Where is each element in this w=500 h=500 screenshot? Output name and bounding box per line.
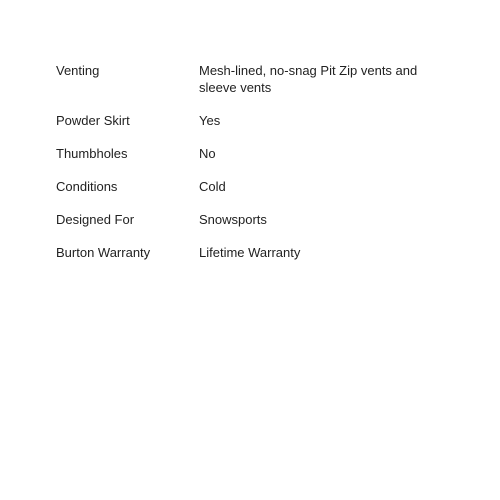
spec-value: Mesh-lined, no-snag Pit Zip vents and sleeve vents: [199, 63, 418, 95]
spec-value: Yes: [199, 113, 221, 128]
spec-label: Thumbholes: [56, 146, 128, 161]
spec-row-conditions: [56, 178, 446, 195]
spec-row-thumbholes: [56, 145, 446, 162]
spec-row-designed-for: [56, 211, 446, 228]
spec-row-warranty: [56, 244, 446, 261]
spec-label: Conditions: [56, 179, 118, 194]
spec-label: Burton Warranty: [56, 245, 151, 260]
spec-value: No: [199, 146, 216, 161]
spec-label: Powder Skirt: [56, 113, 130, 128]
spec-label: Designed For: [56, 212, 135, 227]
spec-row-venting: [56, 62, 446, 96]
spec-value: Cold: [199, 179, 226, 194]
spec-row-powder-skirt: [56, 112, 446, 129]
spec-value: Snowsports: [199, 212, 267, 227]
spec-value: Lifetime Warranty: [199, 245, 301, 260]
spec-table: [56, 62, 446, 277]
spec-label: Venting: [56, 63, 100, 78]
